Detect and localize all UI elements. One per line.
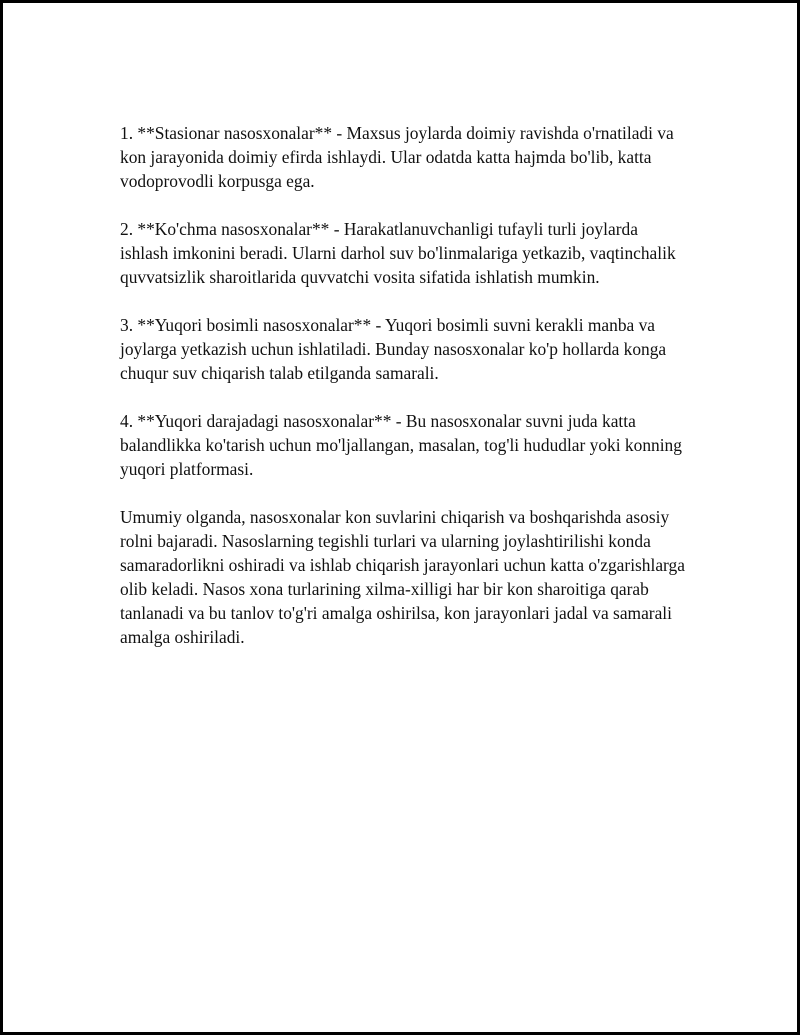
document-body xyxy=(120,121,690,673)
paragraph-stationary-pumps: 1. **Stasionar nasosxonalar** - Maxsus joylarda doimiy ravishda o'rnatiladi va kon jarayonida doimiy efirda ishlaydi. Ular odatda katta hajmda bo'lib, katta vodoprovodli korpusga ega. xyxy=(120,123,674,191)
paragraph-summary: Umumiy olganda, nasosxonalar kon suvlarini chiqarish va boshqarishda asosiy rolni bajaradi. Nasoslarning tegishli turlari va ularning joylashtirilishi konda samaradorlikni oshiradi va ishlab chiqarish jarayonlari uchun katta o'zgarishlarga olib keladi. Nasos xona turlarining xilma-xilligi har bir kon sharoitiga qarab tanlanadi va bu tanlov to'g'ri amalga oshirilsa, kon jarayonlari jadal va samarali amalga oshiriladi. xyxy=(120,507,685,647)
paragraph-mobile-pumps: 2. **Ko'chma nasosxonalar** - Harakatlanuvchanligi tufayli turli joylarda ishlash imkonini beradi. Ularni darhol suv bo'linmalariga yetkazib, vaqtinchalik quvvatsizlik sharoitlarida quvvatchi vosita sifatida ishlatish mumkin. xyxy=(120,219,676,287)
paragraph-high-pressure-pumps: 3. **Yuqori bosimli nasosxonalar** - Yuqori bosimli suvni kerakli manba va joylarga yetkazish uchun ishlatiladi. Bunday nasosxonalar ko'p hollarda konga chuqur suv chiqarish talab etilganda samarali. xyxy=(120,315,667,383)
paragraph-high-level-pumps: 4. **Yuqori darajadagi nasosxonalar** - Bu nasosxonalar suvni juda katta balandlikka ko'tarish uchun mo'ljallangan, masalan, tog'li hududlar yoki konning yuqori platformasi. xyxy=(120,411,682,479)
